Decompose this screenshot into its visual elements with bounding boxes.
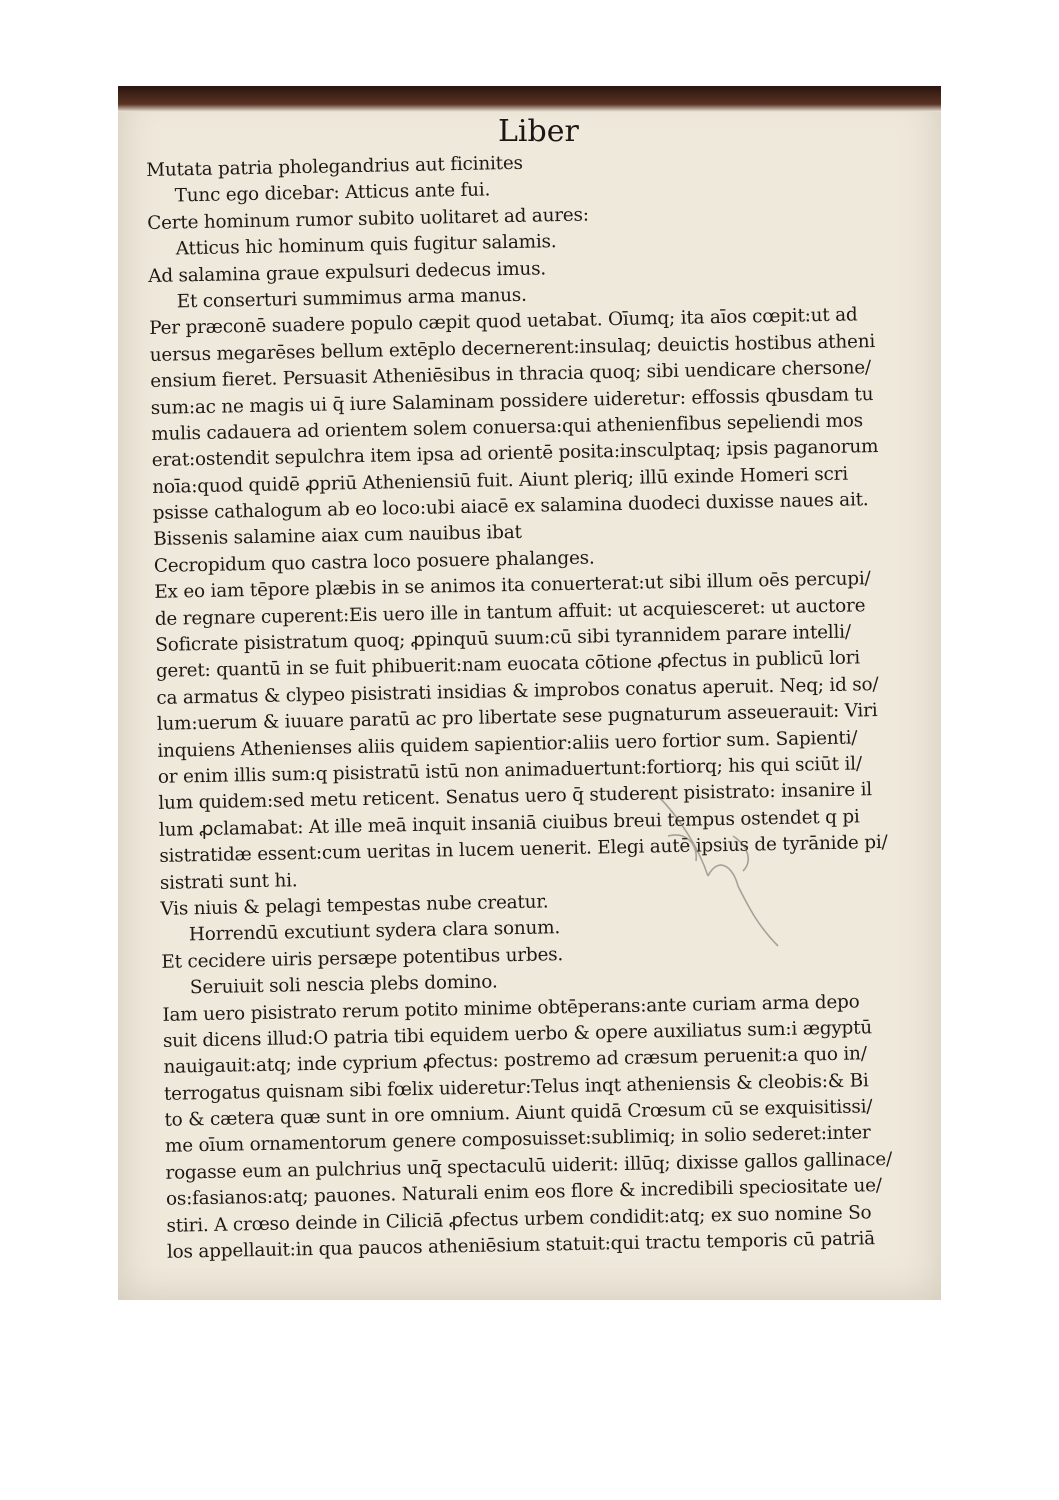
text-line: lum quidem:sed metu reticent. Senatus uero q̄ studerent pisistrato: insanire il — [158, 779, 873, 815]
text-line: noīa:quod quidē ꝓpriū Atheniensiū fuit. Aiunt pleriq; illū exinde Homeri scri — [152, 463, 849, 498]
text-line: Per præconē suadere populo cæpit quod uetabat. Oīumq; ita aīos cœpit:ut ad — [149, 304, 858, 340]
text-line: lum:uerum & iuuare paratū ac pro libertate sese pugnaturum asseuerauit: Viri — [156, 700, 878, 736]
text-line: me oīum ornamentorum genere composuisset:sublimiq; in solio sederet:inter — [164, 1122, 871, 1158]
text-line: ensium fieret. Persuasit Atheniēsibus in thracia quoq; sibi uendicare chersone/ — [150, 357, 872, 393]
text-line: Tunc ego dicebar: Atticus ante fui. — [174, 179, 491, 207]
text-line: Iam uero pisistrato rerum potito minime obtēperans:ante curiam arma depo — [162, 990, 860, 1026]
text-line: sum:ac ne magis ui q̄ iure Salaminam possidere uideretur: effossis qbusdam tu — [150, 383, 874, 419]
text-line: Ex eo iam tēpore plæbis in se animos ita conuerterat:ut sibi illum oēs percupi/ — [154, 568, 871, 604]
text-line: Cecropidum quo castra loco posuere phalanges. — [153, 547, 595, 577]
text-line: os:fasianos:atq; pauones. Naturali enim eos flore & incredibili speciositate ue/ — [165, 1175, 883, 1211]
text-line: los appellauit:in qua paucos atheniēsium statuit:qui tractu temporis cū patriā — [166, 1228, 876, 1263]
text-line: Mutata patria pholegandrius aut ficinites — [146, 152, 523, 181]
text-line: psisse cathalogum ab eo loco:ubi aiacē ex salamina duodeci duxisse naues ait. — [152, 489, 869, 525]
text-line: stiri. A crœso deinde in Ciliciā ꝓfectus urbem condidit:atq; ex suo nomine So — [166, 1201, 872, 1237]
text-line: de regnare cuperent:Eis uero ille in tantum affuit: ut acquiesceret: ut auctore — [154, 594, 866, 630]
text-line: Horrendū excutiunt sydera clara sonum. — [188, 917, 561, 946]
folio-heading: Liber — [498, 114, 579, 149]
binding-edge — [118, 86, 941, 112]
text-line: nauigauit:atq; inde cyprium ꝓfectus: postremo ad cræsum peruenit:a quo in/ — [163, 1043, 867, 1079]
text-line: to & cætera quæ sunt in ore omnium. Aiunt quidā Crœsum cū se exquisitissi/ — [164, 1096, 873, 1131]
text-line: rogasse eum an pulchrius unq̄ spectaculū uiderit: illūq; dixisse gallos gallinace/ — [165, 1148, 893, 1184]
text-line: Et conserturi summimus arma manus. — [176, 284, 527, 313]
text-line: Seruiuit soli nescia plebs domino. — [189, 971, 498, 999]
text-line: Et cecidere uiris persæpe potentibus urbes. — [161, 943, 564, 973]
text-line: geret: quantū in se fuit phibuerit:nam euocata cōtione ꝓfectus in publicū lori — [155, 647, 861, 683]
text-line: terrogatus quisnam sibi fœlix uideretur:Telus inqt atheniensis & cleobis:& Bi — [163, 1069, 869, 1105]
text-line: inquiens Athenienses aliis quidem sapientior:aliis uero fortior sum. Sapienti/ — [157, 727, 858, 762]
text-line: Bissenis salamine aiax cum nauibus ibat — [153, 522, 522, 551]
pencil-mark — [638, 776, 808, 956]
text-block — [146, 143, 937, 1266]
page-scan — [118, 86, 941, 1300]
text-line: or enim illis sum:q pisistratū istū non animaduertunt:fortiorq; his qui sciūt il/ — [157, 753, 863, 788]
text-line: Ad salamina graue expulsuri dedecus imus. — [148, 257, 547, 287]
text-line: mulis cadauera ad orientem solem conuersa:qui athenienfibus sepeliendi mos — [151, 410, 864, 445]
text-line: sistratidæ essent:cum ueritas in lucem uenerit. Elegi autē ipsius de tyrānide pi/ — [159, 832, 888, 868]
text-line: sistrati sunt hi. — [159, 869, 298, 894]
text-line: uersus megarēses bellum extēplo decernerent:insulaq; deuictis hostibus atheni — [149, 330, 876, 366]
text-line: lum ꝓclamabat: At ille meā inquit insaniā ciuibus breui tempus ostendet q pi — [158, 806, 860, 841]
text-line: Atticus hic hominum quis fugitur salamis. — [175, 231, 557, 260]
text-line: erat:ostendit sepulchra item ipsa ad orientē posita:insculptaq; ipsis paganorum — [151, 436, 879, 472]
text-line: ca armatus & clypeo pisistrati insidias & improbos conatus aperuit. Neq; id so/ — [156, 673, 879, 709]
text-line: Soficrate pisistratum quoq; ꝓpinquū suum:cū sibi tyrannidem parare intelli/ — [155, 621, 852, 656]
text-line: Certe hominum rumor subito uolitaret ad aures: — [147, 204, 589, 234]
text-line: suit dicens illud:O patria tibi equidem uerbo & opere auxiliatus sum:i ægyptū — [162, 1017, 873, 1052]
text-line: Vis niuis & pelagi tempestas nube creatur. — [160, 891, 549, 920]
